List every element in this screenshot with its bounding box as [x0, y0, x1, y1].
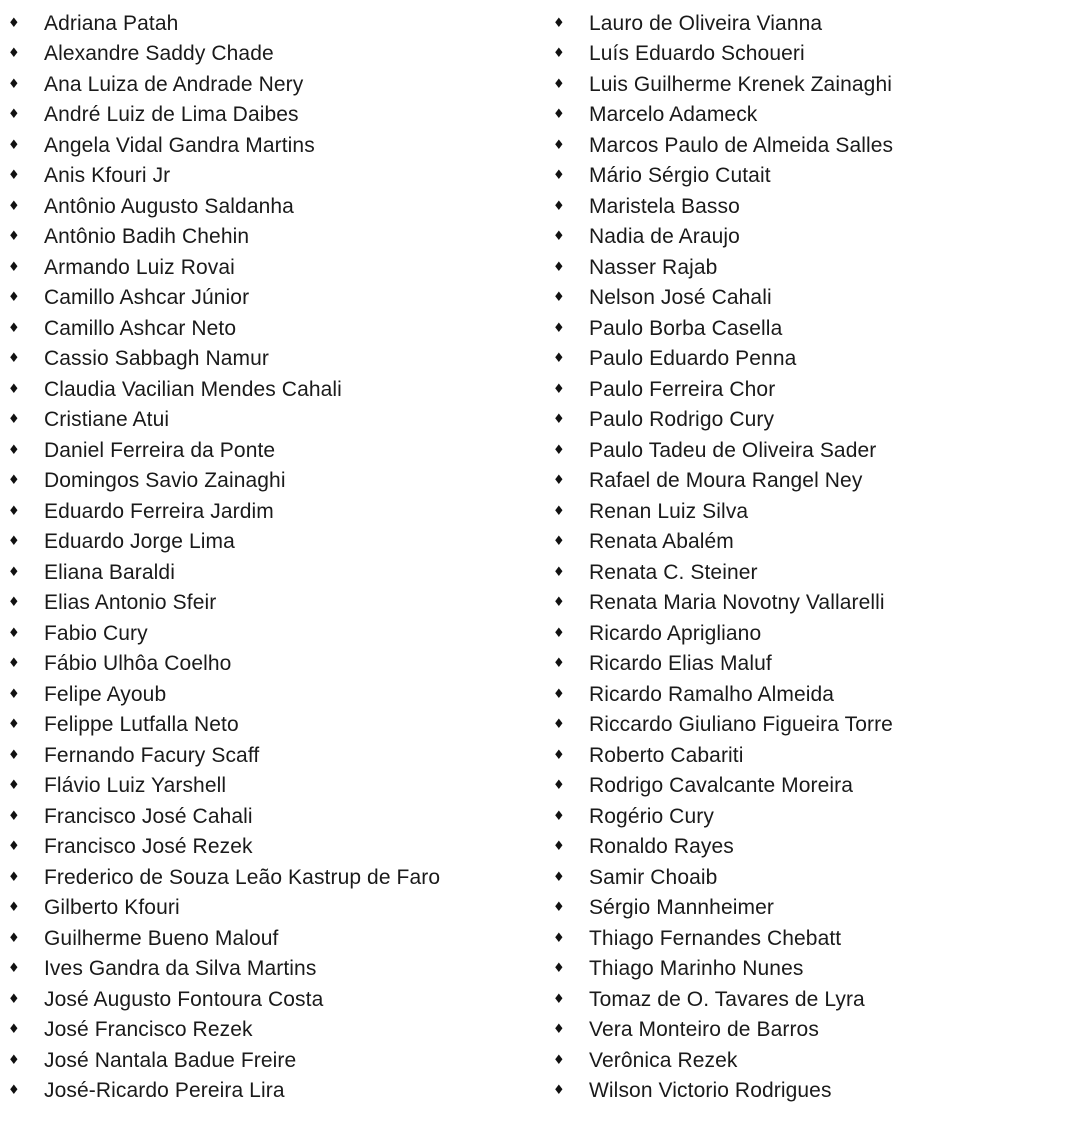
diamond-bullet-icon: ♦	[553, 991, 565, 1007]
diamond-bullet-icon: ♦	[8, 1083, 20, 1099]
list-item	[8, 344, 538, 375]
list-item	[553, 557, 1083, 588]
diamond-bullet-icon: ♦	[8, 1022, 20, 1038]
list-item	[553, 649, 1083, 680]
diamond-bullet-icon: ♦	[553, 381, 565, 397]
diamond-bullet-icon: ♦	[553, 656, 565, 672]
list-item	[553, 923, 1083, 954]
list-item	[553, 710, 1083, 741]
person-name: Nadia de Araujo	[589, 225, 740, 249]
diamond-bullet-icon: ♦	[8, 290, 20, 306]
person-name: Angela Vidal Gandra Martins	[44, 133, 315, 157]
list-item	[553, 588, 1083, 619]
diamond-bullet-icon: ♦	[553, 320, 565, 336]
list-item	[8, 1045, 538, 1076]
diamond-bullet-icon: ♦	[8, 412, 20, 428]
diamond-bullet-icon: ♦	[8, 320, 20, 336]
person-name: José Francisco Rezek	[44, 1018, 253, 1042]
person-name: Marcos Paulo de Almeida Salles	[589, 133, 894, 157]
list-item	[553, 1076, 1083, 1107]
diamond-bullet-icon: ♦	[8, 107, 20, 123]
diamond-bullet-icon: ♦	[8, 961, 20, 977]
person-name: Guilherme Bueno Malouf	[44, 926, 279, 950]
diamond-bullet-icon: ♦	[8, 259, 20, 275]
person-name: Nasser Rajab	[589, 255, 718, 279]
diamond-bullet-icon: ♦	[8, 137, 20, 153]
person-name: Renan Luiz Silva	[589, 499, 749, 523]
person-name: Alexandre Saddy Chade	[44, 42, 274, 66]
diamond-bullet-icon: ♦	[553, 717, 565, 733]
person-name: Eduardo Ferreira Jardim	[44, 499, 274, 523]
diamond-bullet-icon: ♦	[8, 351, 20, 367]
person-name: Frederico de Souza Leão Kastrup de Faro	[44, 865, 441, 889]
diamond-bullet-icon: ♦	[553, 747, 565, 763]
diamond-bullet-icon: ♦	[553, 839, 565, 855]
person-name: Sérgio Mannheimer	[589, 896, 774, 920]
diamond-bullet-icon: ♦	[8, 625, 20, 641]
diamond-bullet-icon: ♦	[8, 503, 20, 519]
list-item	[8, 1076, 538, 1107]
person-name: José Augusto Fontoura Costa	[44, 987, 324, 1011]
person-name: Ives Gandra da Silva Martins	[44, 957, 317, 981]
list-item	[553, 130, 1083, 161]
person-name: Eduardo Jorge Lima	[44, 530, 235, 554]
list-item	[553, 191, 1083, 222]
person-name: Samir Choaib	[589, 865, 718, 889]
diamond-bullet-icon: ♦	[553, 625, 565, 641]
person-name: Eliana Baraldi	[44, 560, 175, 584]
person-name: Luis Guilherme Krenek Zainaghi	[589, 72, 892, 96]
diamond-bullet-icon: ♦	[8, 930, 20, 946]
list-item	[8, 1015, 538, 1046]
list-item	[553, 893, 1083, 924]
diamond-bullet-icon: ♦	[553, 76, 565, 92]
list-item	[8, 374, 538, 405]
list-item	[8, 862, 538, 893]
person-name: Verônica Rezek	[589, 1048, 738, 1072]
diamond-bullet-icon: ♦	[553, 686, 565, 702]
diamond-bullet-icon: ♦	[553, 351, 565, 367]
diamond-bullet-icon: ♦	[8, 46, 20, 62]
list-item	[8, 740, 538, 771]
person-name: Rafael de Moura Rangel Ney	[589, 469, 863, 493]
diamond-bullet-icon: ♦	[8, 198, 20, 214]
diamond-bullet-icon: ♦	[8, 564, 20, 580]
person-name: Ronaldo Rayes	[589, 835, 734, 859]
person-name: Gilberto Kfouri	[44, 896, 180, 920]
diamond-bullet-icon: ♦	[553, 595, 565, 611]
list-item	[553, 405, 1083, 436]
person-name: Cristiane Atui	[44, 408, 170, 432]
diamond-bullet-icon: ♦	[8, 869, 20, 885]
person-name: Luís Eduardo Schoueri	[589, 42, 805, 66]
diamond-bullet-icon: ♦	[8, 15, 20, 31]
list-item	[8, 496, 538, 527]
list-item	[8, 222, 538, 253]
diamond-bullet-icon: ♦	[8, 1052, 20, 1068]
person-name: Elias Antonio Sfeir	[44, 591, 217, 615]
person-name: Anis Kfouri Jr	[44, 164, 171, 188]
person-name: Paulo Tadeu de Oliveira Sader	[589, 438, 877, 462]
list-item	[8, 283, 538, 314]
list-item	[553, 222, 1083, 253]
person-name: Antônio Badih Chehin	[44, 225, 250, 249]
list-item	[8, 252, 538, 283]
person-name: Fabio Cury	[44, 621, 148, 645]
person-name: Ricardo Aprigliano	[589, 621, 762, 645]
person-name: Rodrigo Cavalcante Moreira	[589, 774, 854, 798]
diamond-bullet-icon: ♦	[8, 473, 20, 489]
diamond-bullet-icon: ♦	[8, 595, 20, 611]
diamond-bullet-icon: ♦	[8, 686, 20, 702]
diamond-bullet-icon: ♦	[8, 656, 20, 672]
list-item	[8, 588, 538, 619]
list-item	[553, 740, 1083, 771]
diamond-bullet-icon: ♦	[553, 808, 565, 824]
list-item	[553, 252, 1083, 283]
list-item	[553, 374, 1083, 405]
list-item	[8, 801, 538, 832]
list-item	[553, 8, 1083, 39]
person-name: Daniel Ferreira da Ponte	[44, 438, 276, 462]
person-name: Mário Sérgio Cutait	[589, 164, 771, 188]
list-item	[8, 679, 538, 710]
list-item	[553, 862, 1083, 893]
diamond-bullet-icon: ♦	[553, 1052, 565, 1068]
list-item	[553, 344, 1083, 375]
list-item	[8, 39, 538, 70]
diamond-bullet-icon: ♦	[553, 1022, 565, 1038]
list-item	[8, 435, 538, 466]
list-item	[8, 893, 538, 924]
diamond-bullet-icon: ♦	[553, 534, 565, 550]
diamond-bullet-icon: ♦	[553, 15, 565, 31]
person-name: Camillo Ashcar Neto	[44, 316, 237, 340]
person-name: Renata C. Steiner	[589, 560, 758, 584]
list-item	[553, 618, 1083, 649]
person-name: Ricardo Ramalho Almeida	[589, 682, 835, 706]
list-item	[8, 313, 538, 344]
diamond-bullet-icon: ♦	[553, 229, 565, 245]
diamond-bullet-icon: ♦	[8, 808, 20, 824]
person-name: Nelson José Cahali	[589, 286, 772, 310]
person-name: Lauro de Oliveira Vianna	[589, 11, 823, 35]
list-item	[553, 1045, 1083, 1076]
diamond-bullet-icon: ♦	[8, 747, 20, 763]
person-name: José-Ricardo Pereira Lira	[44, 1079, 285, 1103]
person-name: Felipe Ayoub	[44, 682, 167, 706]
list-item	[553, 313, 1083, 344]
person-name: José Nantala Badue Freire	[44, 1048, 297, 1072]
list-item	[8, 649, 538, 680]
list-item	[553, 100, 1083, 131]
diamond-bullet-icon: ♦	[553, 198, 565, 214]
list-item	[8, 954, 538, 985]
list-item	[553, 435, 1083, 466]
person-name: Riccardo Giuliano Figueira Torre	[589, 713, 893, 737]
diamond-bullet-icon: ♦	[553, 564, 565, 580]
diamond-bullet-icon: ♦	[553, 473, 565, 489]
list-item	[8, 984, 538, 1015]
list-item	[8, 161, 538, 192]
diamond-bullet-icon: ♦	[8, 778, 20, 794]
person-name: Ricardo Elias Maluf	[589, 652, 772, 676]
diamond-bullet-icon: ♦	[8, 442, 20, 458]
list-item	[553, 39, 1083, 70]
person-name: Vera Monteiro de Barros	[589, 1018, 819, 1042]
list-item	[8, 191, 538, 222]
person-name: Fernando Facury Scaff	[44, 743, 260, 767]
diamond-bullet-icon: ♦	[553, 1083, 565, 1099]
list-item	[553, 954, 1083, 985]
list-item	[553, 161, 1083, 192]
list-item	[553, 984, 1083, 1015]
diamond-bullet-icon: ♦	[8, 839, 20, 855]
diamond-bullet-icon: ♦	[553, 900, 565, 916]
person-name: Antônio Augusto Saldanha	[44, 194, 294, 218]
right-name-column	[553, 8, 1083, 1106]
diamond-bullet-icon: ♦	[8, 991, 20, 1007]
list-item	[553, 1015, 1083, 1046]
diamond-bullet-icon: ♦	[8, 381, 20, 397]
diamond-bullet-icon: ♦	[553, 168, 565, 184]
diamond-bullet-icon: ♦	[553, 778, 565, 794]
diamond-bullet-icon: ♦	[553, 137, 565, 153]
list-item	[553, 832, 1083, 863]
left-name-column	[8, 8, 538, 1106]
list-item	[8, 923, 538, 954]
diamond-bullet-icon: ♦	[8, 168, 20, 184]
diamond-bullet-icon: ♦	[553, 290, 565, 306]
person-name: Armando Luiz Rovai	[44, 255, 235, 279]
list-item	[8, 69, 538, 100]
person-name: Francisco José Rezek	[44, 835, 253, 859]
person-name: Roberto Cabariti	[589, 743, 744, 767]
person-name: Felippe Lutfalla Neto	[44, 713, 239, 737]
person-name: Francisco José Cahali	[44, 804, 253, 828]
diamond-bullet-icon: ♦	[553, 412, 565, 428]
diamond-bullet-icon: ♦	[8, 900, 20, 916]
diamond-bullet-icon: ♦	[8, 534, 20, 550]
person-name: Cassio Sabbagh Namur	[44, 347, 269, 371]
list-item	[8, 466, 538, 497]
diamond-bullet-icon: ♦	[553, 107, 565, 123]
list-item	[553, 527, 1083, 558]
diamond-bullet-icon: ♦	[8, 229, 20, 245]
diamond-bullet-icon: ♦	[8, 76, 20, 92]
list-item	[8, 557, 538, 588]
person-name: Wilson Victorio Rodrigues	[589, 1079, 832, 1103]
list-item	[8, 100, 538, 131]
person-name: Fábio Ulhôa Coelho	[44, 652, 232, 676]
person-name: Rogério Cury	[589, 804, 714, 828]
person-name: Thiago Fernandes Chebatt	[589, 926, 842, 950]
person-name: Domingos Savio Zainaghi	[44, 469, 286, 493]
list-item	[553, 771, 1083, 802]
person-name: Flávio Luiz Yarshell	[44, 774, 227, 798]
diamond-bullet-icon: ♦	[553, 259, 565, 275]
diamond-bullet-icon: ♦	[553, 442, 565, 458]
list-item	[553, 801, 1083, 832]
list-item	[8, 8, 538, 39]
list-item	[553, 283, 1083, 314]
person-name: Maristela Basso	[589, 194, 740, 218]
diamond-bullet-icon: ♦	[553, 869, 565, 885]
person-name: Renata Maria Novotny Vallarelli	[589, 591, 885, 615]
list-item	[553, 69, 1083, 100]
list-item	[553, 466, 1083, 497]
list-item	[8, 527, 538, 558]
list-item	[8, 832, 538, 863]
diamond-bullet-icon: ♦	[553, 503, 565, 519]
list-item	[8, 130, 538, 161]
person-name: Paulo Eduardo Penna	[589, 347, 797, 371]
diamond-bullet-icon: ♦	[8, 717, 20, 733]
person-name: Paulo Ferreira Chor	[589, 377, 776, 401]
list-item	[8, 771, 538, 802]
list-item	[553, 496, 1083, 527]
person-name: Camillo Ashcar Júnior	[44, 286, 250, 310]
diamond-bullet-icon: ♦	[553, 961, 565, 977]
person-name: Thiago Marinho Nunes	[589, 957, 804, 981]
diamond-bullet-icon: ♦	[553, 46, 565, 62]
list-item	[8, 405, 538, 436]
diamond-bullet-icon: ♦	[553, 930, 565, 946]
person-name: Marcelo Adameck	[589, 103, 758, 127]
person-name: André Luiz de Lima Daibes	[44, 103, 299, 127]
person-name: Paulo Borba Casella	[589, 316, 783, 340]
person-name: Claudia Vacilian Mendes Cahali	[44, 377, 342, 401]
person-name: Paulo Rodrigo Cury	[589, 408, 775, 432]
person-name: Adriana Patah	[44, 11, 179, 35]
person-name: Ana Luiza de Andrade Nery	[44, 72, 304, 96]
list-item	[553, 679, 1083, 710]
list-item	[8, 710, 538, 741]
person-name: Tomaz de O. Tavares de Lyra	[589, 987, 865, 1011]
list-item	[8, 618, 538, 649]
person-name: Renata Abalém	[589, 530, 734, 554]
